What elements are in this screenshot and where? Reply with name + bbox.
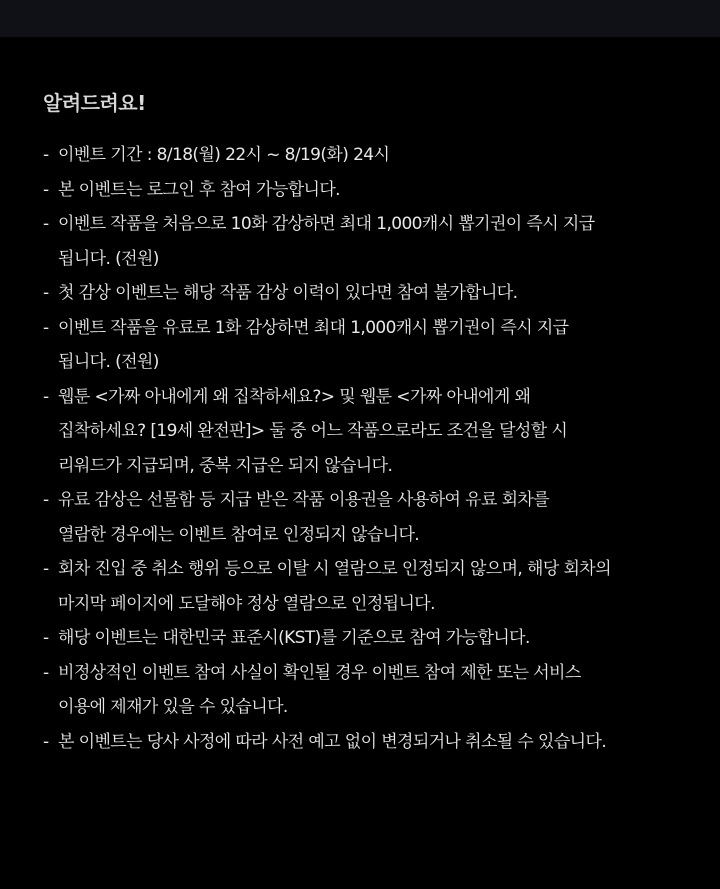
notice-item-line: 비정상적인 이벤트 참여 사실이 확인될 경우 이벤트 참여 제한 또는 서비스 <box>58 662 581 683</box>
notice-item <box>43 311 693 380</box>
notice-item <box>43 725 693 760</box>
bullet-dash: - <box>43 145 49 165</box>
notice-item-line: 이용에 제재가 있을 수 있습니다. <box>58 697 288 717</box>
bullet-dash: - <box>43 559 49 579</box>
bullet-dash: - <box>43 490 49 510</box>
notice-item <box>43 656 693 725</box>
bullet-dash: - <box>43 386 49 407</box>
notice-item-line: 본 이벤트는 당사 사정에 따라 사전 예고 없이 변경되거나 취소될 수 있습니다. <box>58 731 607 752</box>
notice-list <box>43 138 693 759</box>
notice-item <box>43 138 693 173</box>
notice-item-line: 이벤트 작품을 유료로 1화 감상하면 최대 1,000캐시 뽑기권이 즉시 지급 <box>58 317 569 338</box>
notice-item-line: 해당 이벤트는 대한민국 표준시(KST)를 기준으로 참여 가능합니다. <box>58 628 530 648</box>
notice-item <box>43 552 693 621</box>
notice-item-line: 본 이벤트는 로그인 후 참여 가능합니다. <box>58 179 340 200</box>
notice-item-line: 마지막 페이지에 도달해야 정상 열람으로 인정됩니다. <box>58 593 435 614</box>
top-bar <box>0 0 720 37</box>
notice-item-line: 이벤트 작품을 처음으로 10화 감상하면 최대 1,000캐시 뽑기권이 즉시 지급 <box>58 214 595 234</box>
bullet-dash: - <box>43 179 49 200</box>
notice-item-line: 집착하세요? [19세 완전판]> 둘 중 어느 작품으로라도 조건을 달성할 시 <box>58 421 568 441</box>
notice-item <box>43 207 693 276</box>
bullet-dash: - <box>43 731 49 752</box>
notice-item-line: 리워드가 지급되며, 중복 지급은 되지 않습니다. <box>58 455 393 476</box>
notice-section <box>0 37 693 759</box>
notice-item-line: 첫 감상 이벤트는 해당 작품 감상 이력이 있다면 참여 불가합니다. <box>58 283 518 303</box>
notice-item <box>43 380 693 484</box>
bullet-dash: - <box>43 283 49 303</box>
notice-item-line: 됩니다. (전원) <box>58 248 159 269</box>
notice-item <box>43 173 693 208</box>
bullet-dash: - <box>43 628 49 648</box>
notice-item <box>43 621 693 656</box>
notice-item-line: 이벤트 기간 : 8/18(월) 22시 ~ 8/19(화) 24시 <box>58 145 390 165</box>
bullet-dash: - <box>43 317 49 338</box>
notice-title: 알려드려요! <box>43 91 146 115</box>
notice-item-line: 유료 감상은 선물함 등 지급 받은 작품 이용권을 사용하여 유료 회차를 <box>58 490 550 510</box>
notice-item-line: 됩니다. (전원) <box>58 352 159 372</box>
bullet-dash: - <box>43 662 49 683</box>
bullet-dash: - <box>43 214 49 234</box>
notice-item-line: 회차 진입 중 취소 행위 등으로 이탈 시 열람으로 인정되지 않으며, 해당 회차의 <box>58 559 611 579</box>
notice-item <box>43 483 693 552</box>
notice-item-line: 열람한 경우에는 이벤트 참여로 인정되지 않습니다. <box>58 524 420 545</box>
notice-item <box>43 276 693 311</box>
notice-item-line: 웹툰 <가짜 아내에게 왜 집착하세요?> 및 웹툰 <가짜 아내에게 왜 <box>58 386 531 407</box>
